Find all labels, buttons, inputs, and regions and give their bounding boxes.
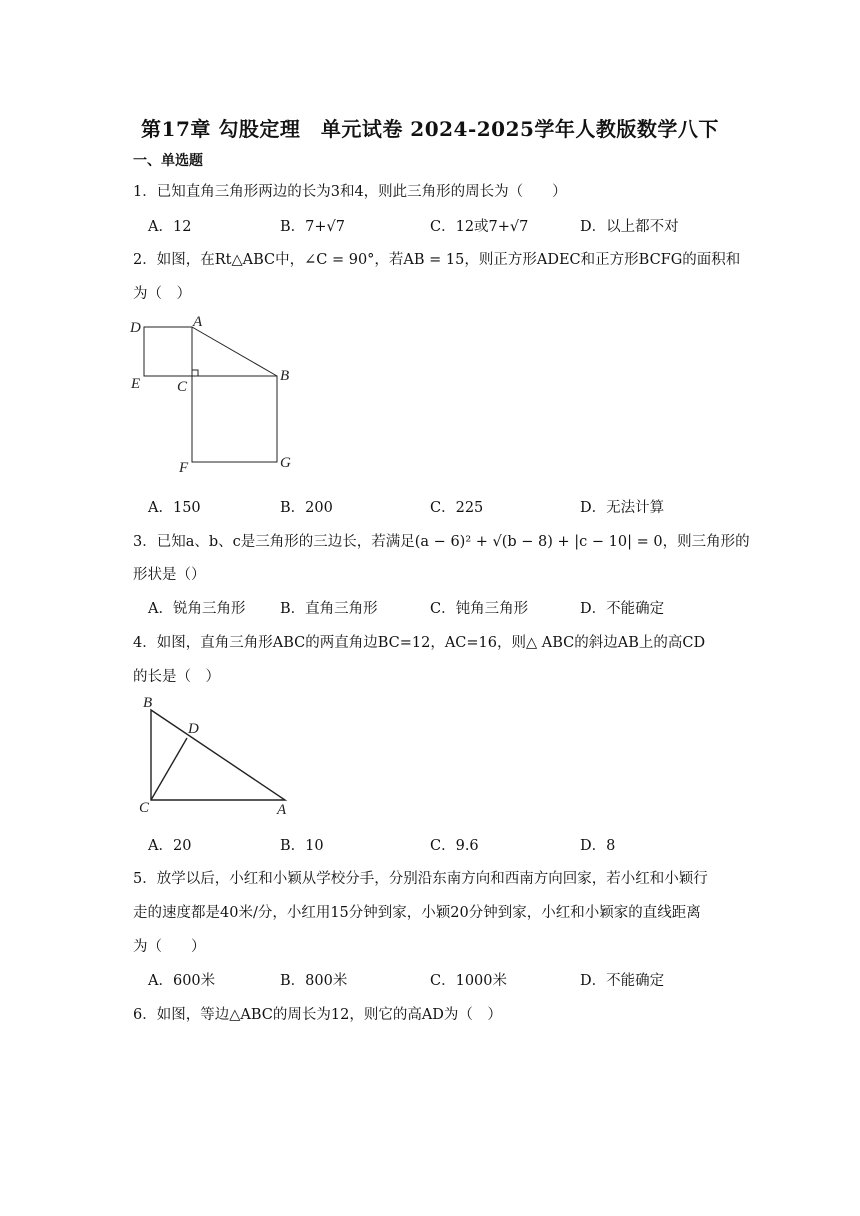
question-2-stem-line2: 为（ ） [133,286,191,302]
q4-label-c: C [139,800,150,816]
q1-option-a: A．12 [148,219,192,235]
q2-option-c: C．225 [430,500,484,516]
q4-figure-right-triangle [135,690,295,820]
q4-option-a: A．20 [148,838,192,854]
q4-label-b: B [143,695,153,711]
q3-option-d: D．不能确定 [580,601,665,617]
q2-label-e: E [131,376,141,392]
question-3-stem-line2: 形状是（） [133,567,206,583]
q3-option-c: C．钝角三角形 [430,601,529,617]
q2-label-g: G [280,455,291,471]
q2-label-a: A [193,314,203,330]
q5-option-c: C．1000米 [430,973,507,989]
question-3-stem-line1: 3．已知a、b、c是三角形的三边长，若满足(a − 6)² + √(b − 8) + |c − 10| = 0，则三角形的 [133,534,750,550]
question-4-stem-line2: 的长是（ ） [133,669,220,685]
q5-option-b: B．800米 [280,973,348,989]
question-5-stem-line2: 走的速度都是40米/分，小红用15分钟到家，小颖20分钟到家，小红和小颖家的直线距离 [133,905,701,921]
q1-option-d: D．以上都不对 [580,219,679,235]
question-6-stem: 6．如图，等边△ABC的周长为12，则它的高AD为（ ） [133,1007,502,1023]
q2-label-f: F [179,460,189,476]
question-1-stem: 1．已知直角三角形两边的长为3和4，则此三角形的周长为（ ） [133,184,567,200]
q4-option-b: B．10 [280,838,324,854]
q2-option-b: B．200 [280,500,333,516]
q2-label-d: D [130,320,141,336]
question-2-stem-line1: 2．如图，在Rt△ABC中，∠C = 90°，若AB = 15，则正方形ADEC和正方形BCFG的面积和 [133,252,741,268]
q5-option-d: D．不能确定 [580,973,665,989]
q2-label-c: C [177,379,188,395]
q5-option-a: A．600米 [148,973,216,989]
q4-option-d: D．8 [580,838,616,854]
q2-option-d: D．无法计算 [580,500,665,516]
q2-label-b: B [280,368,290,384]
section-heading: 一、单选题 [133,153,203,169]
q2-figure-squares [125,310,305,480]
q4-option-c: C．9.6 [430,838,479,854]
q1-option-c: C．12或7+√7 [430,219,529,235]
q3-option-a: A．锐角三角形 [148,601,246,617]
q2-option-a: A．150 [148,500,201,516]
page-title: 第17章 勾股定理 单元试卷 2024-2025学年人教版数学八下 [141,117,719,141]
q3-option-b: B．直角三角形 [280,601,378,617]
question-5-stem-line1: 5．放学以后，小红和小颖从学校分手，分别沿东南方向和西南方向回家，若小红和小颖行 [133,871,708,887]
q1-option-b: B．7+√7 [280,219,345,235]
question-4-stem-line1: 4．如图，直角三角形ABC的两直角边BC=12，AC=16，则△ ABC的斜边AB上的高CD [133,635,706,651]
question-5-stem-line3: 为（ ） [133,939,206,955]
q4-label-a: A [277,802,287,818]
q4-label-d: D [188,721,199,737]
